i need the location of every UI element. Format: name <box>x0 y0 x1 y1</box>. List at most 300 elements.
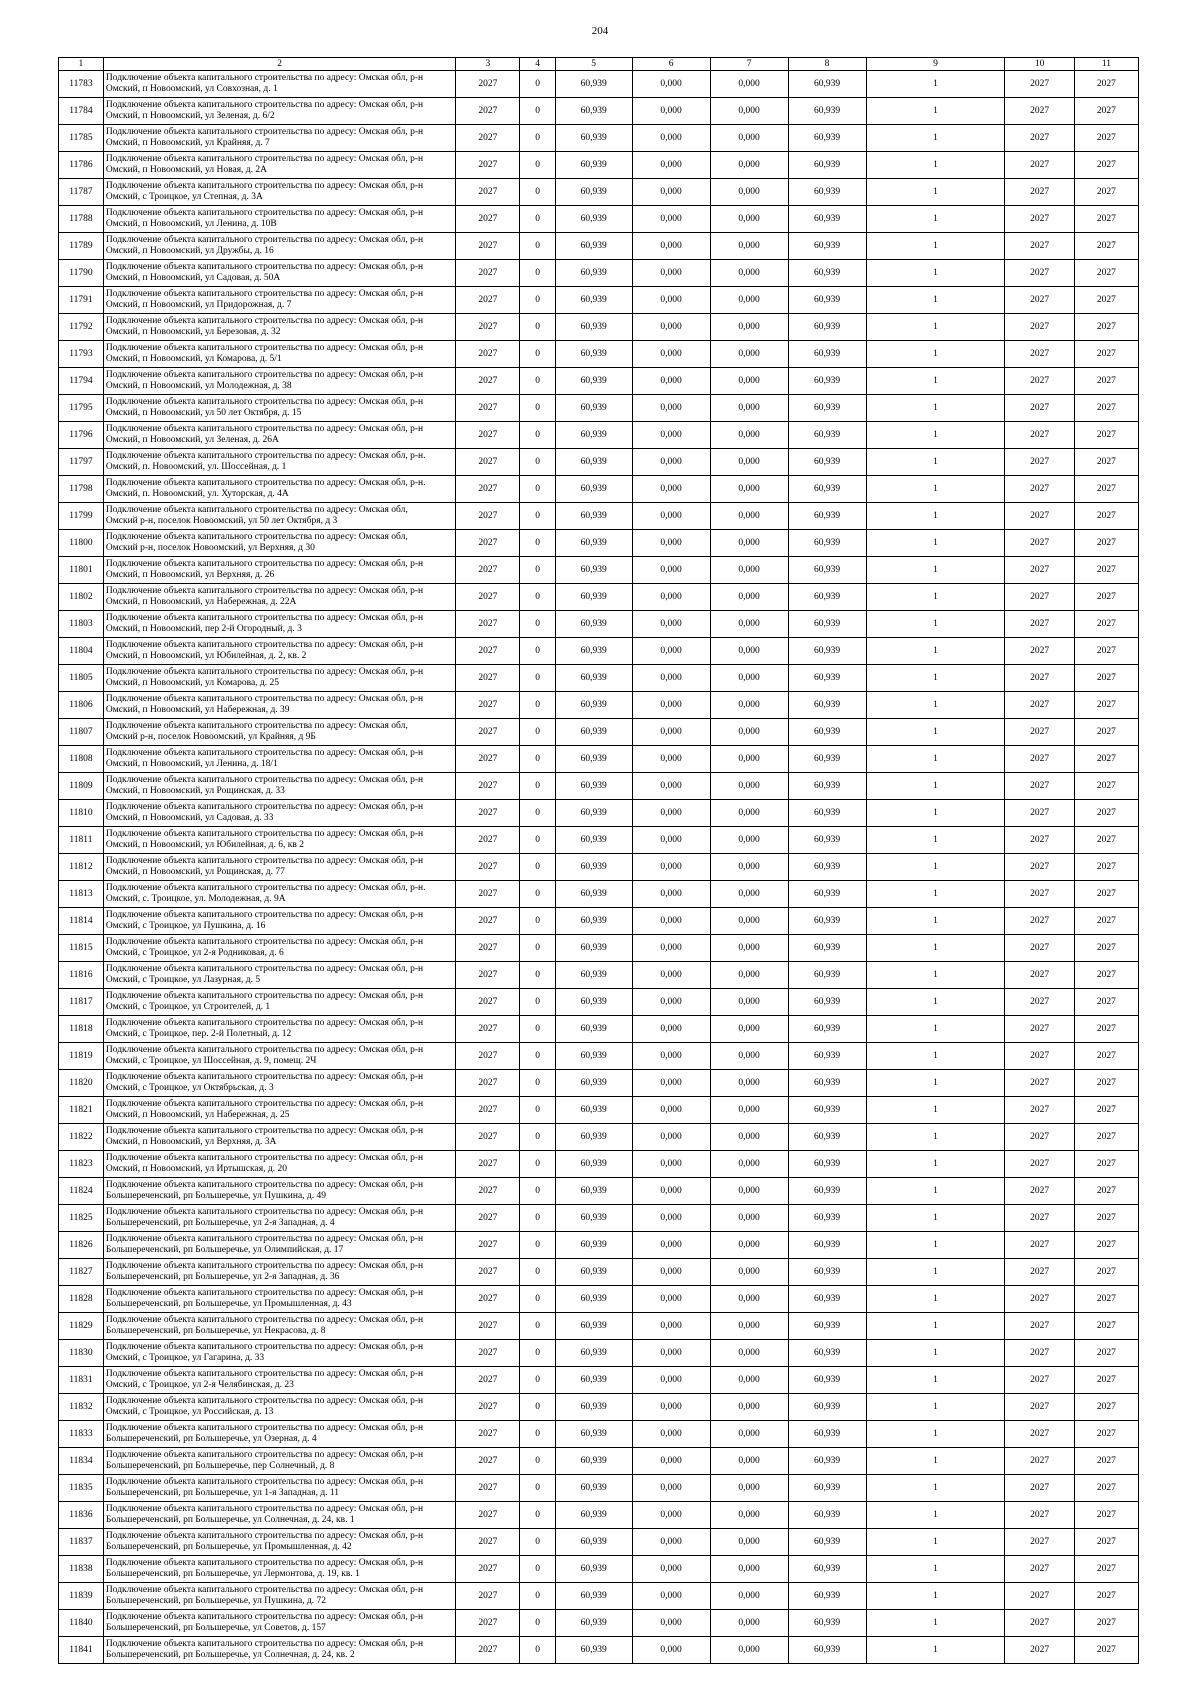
value-cell-9: 1 <box>866 1205 1005 1232</box>
description-cell <box>103 1232 456 1259</box>
description-cell <box>103 557 456 584</box>
value-cell-5: 60,939 <box>555 827 632 854</box>
value-cell-7: 0,000 <box>710 1259 788 1286</box>
description-cell <box>103 719 456 746</box>
row-id-cell: 11805 <box>59 665 104 692</box>
value-cell-7: 0,000 <box>710 1286 788 1313</box>
column-number-4: 4 <box>520 58 555 71</box>
value-cell-11: 2027 <box>1074 719 1138 746</box>
value-cell-7: 0,000 <box>710 1583 788 1610</box>
description-line-2: Омский, п. Новоомский, ул. Хуторская, д. 4А <box>105 489 289 499</box>
value-cell-7: 0,000 <box>710 1205 788 1232</box>
table-row <box>59 1151 1139 1178</box>
value-cell-8: 60,939 <box>788 1016 866 1043</box>
row-id-cell: 11830 <box>59 1340 104 1367</box>
value-cell-6: 0,000 <box>632 1340 710 1367</box>
value-cell-8: 60,939 <box>788 395 866 422</box>
value-cell-10: 2027 <box>1005 1529 1074 1556</box>
table-row <box>59 1097 1139 1124</box>
value-cell-10: 2027 <box>1005 422 1074 449</box>
value-cell-8: 60,939 <box>788 206 866 233</box>
value-cell-7: 0,000 <box>710 1502 788 1529</box>
description-cell <box>103 962 456 989</box>
value-cell-9: 1 <box>866 287 1005 314</box>
value-cell-7: 0,000 <box>710 692 788 719</box>
value-cell-4: 0 <box>520 260 555 287</box>
description-line-1: Подключение объекта капитального строительства по адресу: Омская обл, р-н <box>105 315 424 326</box>
table-row <box>59 800 1139 827</box>
value-cell-11: 2027 <box>1074 1610 1138 1637</box>
value-cell-7: 0,000 <box>710 422 788 449</box>
description-line-1: Подключение объекта капитального строительства по адресу: Омская обл, р-н <box>105 1233 424 1244</box>
value-cell-6: 0,000 <box>632 1313 710 1340</box>
value-cell-5: 60,939 <box>555 449 632 476</box>
value-cell-4: 0 <box>520 773 555 800</box>
value-cell-9: 1 <box>866 1070 1005 1097</box>
value-cell-7: 0,000 <box>710 827 788 854</box>
value-cell-11: 2027 <box>1074 881 1138 908</box>
value-cell-6: 0,000 <box>632 1016 710 1043</box>
row-id-cell: 11834 <box>59 1448 104 1475</box>
description-line-2: Омский, п Новоомский, ул Рощинская, д. 77 <box>105 867 285 877</box>
value-cell-11: 2027 <box>1074 1367 1138 1394</box>
value-cell-10: 2027 <box>1005 611 1074 638</box>
description-line-1: Подключение объекта капитального строительства по адресу: Омская обл, <box>105 504 408 515</box>
value-cell-6: 0,000 <box>632 908 710 935</box>
value-cell-5: 60,939 <box>555 71 632 98</box>
value-cell-11: 2027 <box>1074 1394 1138 1421</box>
description-cell <box>103 530 456 557</box>
value-cell-7: 0,000 <box>710 287 788 314</box>
description-cell <box>103 341 456 368</box>
description-line-1: Подключение объекта капитального строительства по адресу: Омская обл, р-н <box>105 207 424 218</box>
row-id-cell: 11816 <box>59 962 104 989</box>
row-id-cell: 11824 <box>59 1178 104 1205</box>
value-cell-8: 60,939 <box>788 1124 866 1151</box>
description-cell <box>103 260 456 287</box>
column-number-3: 3 <box>456 58 520 71</box>
value-cell-11: 2027 <box>1074 800 1138 827</box>
table-row <box>59 1394 1139 1421</box>
description-line-1: Подключение объекта капитального строительства по адресу: Омская обл, р-н <box>105 693 424 704</box>
value-cell-10: 2027 <box>1005 1421 1074 1448</box>
value-cell-6: 0,000 <box>632 638 710 665</box>
value-cell-7: 0,000 <box>710 233 788 260</box>
value-cell-9: 1 <box>866 422 1005 449</box>
value-cell-7: 0,000 <box>710 503 788 530</box>
value-cell-3: 2027 <box>456 395 520 422</box>
row-id-cell: 11825 <box>59 1205 104 1232</box>
value-cell-5: 60,939 <box>555 179 632 206</box>
value-cell-3: 2027 <box>456 1259 520 1286</box>
description-line-1: Подключение объекта капитального строительства по адресу: Омская обл, р-н <box>105 666 424 677</box>
table-row <box>59 908 1139 935</box>
value-cell-3: 2027 <box>456 1610 520 1637</box>
value-cell-11: 2027 <box>1074 1232 1138 1259</box>
value-cell-6: 0,000 <box>632 125 710 152</box>
value-cell-6: 0,000 <box>632 1151 710 1178</box>
value-cell-8: 60,939 <box>788 854 866 881</box>
row-id-cell: 11803 <box>59 611 104 638</box>
description-cell <box>103 854 456 881</box>
value-cell-3: 2027 <box>456 1124 520 1151</box>
value-cell-8: 60,939 <box>788 125 866 152</box>
table-row <box>59 476 1139 503</box>
description-line-2: Омский, п Новоомский, ул Иртышская, д. 20 <box>105 1164 287 1174</box>
column-number-10: 10 <box>1005 58 1074 71</box>
value-cell-5: 60,939 <box>555 1097 632 1124</box>
value-cell-4: 0 <box>520 935 555 962</box>
description-cell <box>103 1583 456 1610</box>
value-cell-6: 0,000 <box>632 1259 710 1286</box>
value-cell-5: 60,939 <box>555 98 632 125</box>
value-cell-9: 1 <box>866 908 1005 935</box>
description-line-2: Большереченский, рп Большеречье, ул Советов, д. 157 <box>105 1623 326 1633</box>
value-cell-5: 60,939 <box>555 935 632 962</box>
row-id-cell: 11783 <box>59 71 104 98</box>
value-cell-4: 0 <box>520 98 555 125</box>
value-cell-8: 60,939 <box>788 746 866 773</box>
table-row <box>59 206 1139 233</box>
value-cell-4: 0 <box>520 368 555 395</box>
value-cell-4: 0 <box>520 1610 555 1637</box>
description-line-1: Подключение объекта капитального строительства по адресу: Омская обл, р-н <box>105 1071 424 1082</box>
description-line-1: Подключение объекта капитального строительства по адресу: Омская обл, р-н <box>105 288 424 299</box>
value-cell-5: 60,939 <box>555 1448 632 1475</box>
description-cell <box>103 71 456 98</box>
row-id-cell: 11826 <box>59 1232 104 1259</box>
value-cell-10: 2027 <box>1005 989 1074 1016</box>
row-id-cell: 11795 <box>59 395 104 422</box>
value-cell-8: 60,939 <box>788 1367 866 1394</box>
value-cell-4: 0 <box>520 314 555 341</box>
value-cell-3: 2027 <box>456 557 520 584</box>
description-line-2: Омский, п Новоомский, ул Дружбы, д. 16 <box>105 246 274 256</box>
value-cell-7: 0,000 <box>710 854 788 881</box>
value-cell-6: 0,000 <box>632 530 710 557</box>
column-number-1: 1 <box>59 58 104 71</box>
description-line-2: Омский, п Новоомский, ул Садовая, д. 33 <box>105 813 274 823</box>
description-line-1: Подключение объекта капитального строительства по адресу: Омская обл, р-н <box>105 396 424 407</box>
row-id-cell: 11811 <box>59 827 104 854</box>
value-cell-11: 2027 <box>1074 1313 1138 1340</box>
value-cell-7: 0,000 <box>710 476 788 503</box>
value-cell-10: 2027 <box>1005 1610 1074 1637</box>
value-cell-11: 2027 <box>1074 1583 1138 1610</box>
value-cell-10: 2027 <box>1005 1097 1074 1124</box>
description-line-2: Большереченский, рп Большеречье, ул Озерная, д. 4 <box>105 1434 317 1444</box>
description-line-2: Омский, с Троицкое, ул 2-я Родниковая, д. 6 <box>105 948 284 958</box>
row-id-cell: 11831 <box>59 1367 104 1394</box>
value-cell-8: 60,939 <box>788 1178 866 1205</box>
value-cell-3: 2027 <box>456 287 520 314</box>
table-row <box>59 1232 1139 1259</box>
description-line-1: Подключение объекта капитального строительства по адресу: Омская обл, р-н <box>105 180 424 191</box>
value-cell-4: 0 <box>520 584 555 611</box>
value-cell-4: 0 <box>520 395 555 422</box>
value-cell-9: 1 <box>866 395 1005 422</box>
description-line-1: Подключение объекта капитального строительства по адресу: Омская обл, р-н <box>105 936 424 947</box>
value-cell-8: 60,939 <box>788 719 866 746</box>
value-cell-10: 2027 <box>1005 746 1074 773</box>
value-cell-3: 2027 <box>456 206 520 233</box>
description-cell <box>103 989 456 1016</box>
value-cell-5: 60,939 <box>555 1556 632 1583</box>
description-line-2: Омский, с Троицкое, ул Степная, д. 3А <box>105 192 263 202</box>
value-cell-9: 1 <box>866 1313 1005 1340</box>
value-cell-10: 2027 <box>1005 1178 1074 1205</box>
value-cell-6: 0,000 <box>632 152 710 179</box>
table-row <box>59 989 1139 1016</box>
value-cell-11: 2027 <box>1074 98 1138 125</box>
description-line-1: Подключение объекта капитального строительства по адресу: Омская обл, р-н <box>105 1179 424 1190</box>
value-cell-7: 0,000 <box>710 1556 788 1583</box>
value-cell-10: 2027 <box>1005 1259 1074 1286</box>
value-cell-7: 0,000 <box>710 314 788 341</box>
row-id-cell: 11841 <box>59 1637 104 1664</box>
description-line-2: Омский, п Новоомский, ул Юбилейная, д. 6, кв 2 <box>105 840 304 850</box>
value-cell-7: 0,000 <box>710 773 788 800</box>
value-cell-10: 2027 <box>1005 908 1074 935</box>
value-cell-8: 60,939 <box>788 1610 866 1637</box>
description-cell <box>103 1610 456 1637</box>
description-line-1: Подключение объекта капитального строительства по адресу: Омская обл, р-н <box>105 261 424 272</box>
table-row <box>59 1475 1139 1502</box>
value-cell-3: 2027 <box>456 530 520 557</box>
description-line-2: Омский, с Троицкое, ул Шоссейная, д. 9, помещ. 2Ч <box>105 1056 317 1066</box>
description-line-1: Подключение объекта капитального строительства по адресу: Омская обл, р-н <box>105 1449 424 1460</box>
value-cell-8: 60,939 <box>788 1637 866 1664</box>
description-line-1: Подключение объекта капитального строительства по адресу: Омская обл, р-н <box>105 909 424 920</box>
value-cell-8: 60,939 <box>788 233 866 260</box>
value-cell-10: 2027 <box>1005 1340 1074 1367</box>
value-cell-8: 60,939 <box>788 1097 866 1124</box>
value-cell-4: 0 <box>520 341 555 368</box>
value-cell-10: 2027 <box>1005 1070 1074 1097</box>
value-cell-8: 60,939 <box>788 1205 866 1232</box>
value-cell-4: 0 <box>520 1043 555 1070</box>
value-cell-10: 2027 <box>1005 449 1074 476</box>
description-line-1: Подключение объекта капитального строительства по адресу: Омская обл, р-н <box>105 1125 424 1136</box>
value-cell-10: 2027 <box>1005 1313 1074 1340</box>
value-cell-4: 0 <box>520 1016 555 1043</box>
table-row <box>59 773 1139 800</box>
value-cell-4: 0 <box>520 989 555 1016</box>
description-line-1: Подключение объекта капитального строительства по адресу: Омская обл, р-н <box>105 1044 424 1055</box>
description-line-2: Большереченский, рп Большеречье, ул 2-я Западная, д. 36 <box>105 1272 340 1282</box>
description-line-2: Омский р-н, поселок Новоомский, ул 50 лет Октября, д 3 <box>105 516 338 526</box>
table-row <box>59 1205 1139 1232</box>
value-cell-7: 0,000 <box>710 584 788 611</box>
value-cell-7: 0,000 <box>710 1340 788 1367</box>
value-cell-9: 1 <box>866 773 1005 800</box>
value-cell-10: 2027 <box>1005 1286 1074 1313</box>
table-row <box>59 287 1139 314</box>
value-cell-5: 60,939 <box>555 1502 632 1529</box>
value-cell-6: 0,000 <box>632 1637 710 1664</box>
value-cell-11: 2027 <box>1074 989 1138 1016</box>
value-cell-7: 0,000 <box>710 1394 788 1421</box>
value-cell-10: 2027 <box>1005 71 1074 98</box>
value-cell-8: 60,939 <box>788 1232 866 1259</box>
value-cell-9: 1 <box>866 152 1005 179</box>
table-row <box>59 935 1139 962</box>
row-id-cell: 11807 <box>59 719 104 746</box>
value-cell-11: 2027 <box>1074 341 1138 368</box>
value-cell-11: 2027 <box>1074 773 1138 800</box>
table-row <box>59 98 1139 125</box>
value-cell-3: 2027 <box>456 962 520 989</box>
value-cell-9: 1 <box>866 1097 1005 1124</box>
value-cell-4: 0 <box>520 422 555 449</box>
value-cell-5: 60,939 <box>555 1529 632 1556</box>
value-cell-7: 0,000 <box>710 1448 788 1475</box>
value-cell-10: 2027 <box>1005 1367 1074 1394</box>
table-row <box>59 1610 1139 1637</box>
value-cell-4: 0 <box>520 1205 555 1232</box>
value-cell-11: 2027 <box>1074 557 1138 584</box>
value-cell-4: 0 <box>520 1178 555 1205</box>
column-number-2: 2 <box>103 58 456 71</box>
value-cell-5: 60,939 <box>555 503 632 530</box>
value-cell-7: 0,000 <box>710 1124 788 1151</box>
value-cell-7: 0,000 <box>710 908 788 935</box>
description-line-1: Подключение объекта капитального строительства по адресу: Омская обл, р-н <box>105 1368 424 1379</box>
row-id-cell: 11819 <box>59 1043 104 1070</box>
value-cell-11: 2027 <box>1074 1124 1138 1151</box>
value-cell-8: 60,939 <box>788 1583 866 1610</box>
value-cell-6: 0,000 <box>632 1583 710 1610</box>
description-line-1: Подключение объекта капитального строительства по адресу: Омская обл, р-н. <box>105 477 426 488</box>
value-cell-3: 2027 <box>456 1097 520 1124</box>
table-row <box>59 260 1139 287</box>
value-cell-7: 0,000 <box>710 1097 788 1124</box>
table-row <box>59 1259 1139 1286</box>
value-cell-3: 2027 <box>456 1151 520 1178</box>
value-cell-10: 2027 <box>1005 206 1074 233</box>
description-cell <box>103 1286 456 1313</box>
value-cell-3: 2027 <box>456 1178 520 1205</box>
value-cell-11: 2027 <box>1074 368 1138 395</box>
value-cell-3: 2027 <box>456 314 520 341</box>
description-cell <box>103 908 456 935</box>
value-cell-7: 0,000 <box>710 611 788 638</box>
value-cell-3: 2027 <box>456 827 520 854</box>
value-cell-3: 2027 <box>456 1313 520 1340</box>
value-cell-5: 60,939 <box>555 314 632 341</box>
value-cell-7: 0,000 <box>710 1367 788 1394</box>
value-cell-4: 0 <box>520 1313 555 1340</box>
description-line-2: Омский, с Троицкое, пер. 2-й Полетный, д. 12 <box>105 1029 292 1039</box>
table-row <box>59 692 1139 719</box>
description-cell <box>103 665 456 692</box>
description-cell <box>103 1259 456 1286</box>
value-cell-7: 0,000 <box>710 152 788 179</box>
value-cell-8: 60,939 <box>788 368 866 395</box>
value-cell-6: 0,000 <box>632 557 710 584</box>
value-cell-6: 0,000 <box>632 854 710 881</box>
row-id-cell: 11822 <box>59 1124 104 1151</box>
value-cell-8: 60,939 <box>788 530 866 557</box>
value-cell-5: 60,939 <box>555 1070 632 1097</box>
description-cell <box>103 179 456 206</box>
value-cell-11: 2027 <box>1074 1286 1138 1313</box>
table-row <box>59 395 1139 422</box>
table-row <box>59 1070 1139 1097</box>
description-line-2: Омский, с Троицкое, ул Гагарина, д. 33 <box>105 1353 265 1363</box>
description-line-1: Подключение объекта капитального строительства по адресу: Омская обл, <box>105 720 408 731</box>
value-cell-11: 2027 <box>1074 1016 1138 1043</box>
value-cell-9: 1 <box>866 1259 1005 1286</box>
value-cell-8: 60,939 <box>788 1340 866 1367</box>
value-cell-7: 0,000 <box>710 962 788 989</box>
table-row <box>59 368 1139 395</box>
value-cell-3: 2027 <box>456 1394 520 1421</box>
value-cell-6: 0,000 <box>632 881 710 908</box>
value-cell-3: 2027 <box>456 1016 520 1043</box>
value-cell-6: 0,000 <box>632 1070 710 1097</box>
value-cell-6: 0,000 <box>632 962 710 989</box>
value-cell-3: 2027 <box>456 692 520 719</box>
value-cell-5: 60,939 <box>555 1610 632 1637</box>
table-row <box>59 1340 1139 1367</box>
value-cell-9: 1 <box>866 476 1005 503</box>
row-id-cell: 11808 <box>59 746 104 773</box>
value-cell-10: 2027 <box>1005 1394 1074 1421</box>
value-cell-6: 0,000 <box>632 233 710 260</box>
table-row <box>59 584 1139 611</box>
description-cell <box>103 1502 456 1529</box>
description-line-2: Омский, п Новоомский, ул Верхняя, д. 26 <box>105 570 275 580</box>
value-cell-8: 60,939 <box>788 314 866 341</box>
value-cell-11: 2027 <box>1074 71 1138 98</box>
value-cell-7: 0,000 <box>710 179 788 206</box>
description-cell <box>103 98 456 125</box>
value-cell-11: 2027 <box>1074 1043 1138 1070</box>
row-id-cell: 11801 <box>59 557 104 584</box>
value-cell-3: 2027 <box>456 854 520 881</box>
description-line-1: Подключение объекта капитального строительства по адресу: Омская обл, р-н <box>105 612 424 623</box>
description-line-1: Подключение объекта капитального строительства по адресу: Омская обл, <box>105 531 408 542</box>
value-cell-11: 2027 <box>1074 962 1138 989</box>
value-cell-6: 0,000 <box>632 1205 710 1232</box>
value-cell-3: 2027 <box>456 1556 520 1583</box>
value-cell-11: 2027 <box>1074 1475 1138 1502</box>
value-cell-6: 0,000 <box>632 1097 710 1124</box>
description-line-1: Подключение объекта капитального строительства по адресу: Омская обл, р-н <box>105 747 424 758</box>
row-id-cell: 11797 <box>59 449 104 476</box>
value-cell-8: 60,939 <box>788 341 866 368</box>
value-cell-7: 0,000 <box>710 638 788 665</box>
value-cell-10: 2027 <box>1005 584 1074 611</box>
value-cell-10: 2027 <box>1005 773 1074 800</box>
row-id-cell: 11820 <box>59 1070 104 1097</box>
table-row <box>59 233 1139 260</box>
value-cell-4: 0 <box>520 287 555 314</box>
description-line-2: Омский, п Новоомский, ул Набережная, д. 25 <box>105 1110 290 1120</box>
value-cell-9: 1 <box>866 1610 1005 1637</box>
value-cell-4: 0 <box>520 1151 555 1178</box>
value-cell-4: 0 <box>520 71 555 98</box>
description-cell <box>103 1475 456 1502</box>
value-cell-3: 2027 <box>456 1232 520 1259</box>
value-cell-4: 0 <box>520 1097 555 1124</box>
description-line-1: Подключение объекта капитального строительства по адресу: Омская обл, р-н <box>105 585 424 596</box>
description-cell <box>103 746 456 773</box>
value-cell-5: 60,939 <box>555 1124 632 1151</box>
value-cell-6: 0,000 <box>632 827 710 854</box>
value-cell-11: 2027 <box>1074 1097 1138 1124</box>
